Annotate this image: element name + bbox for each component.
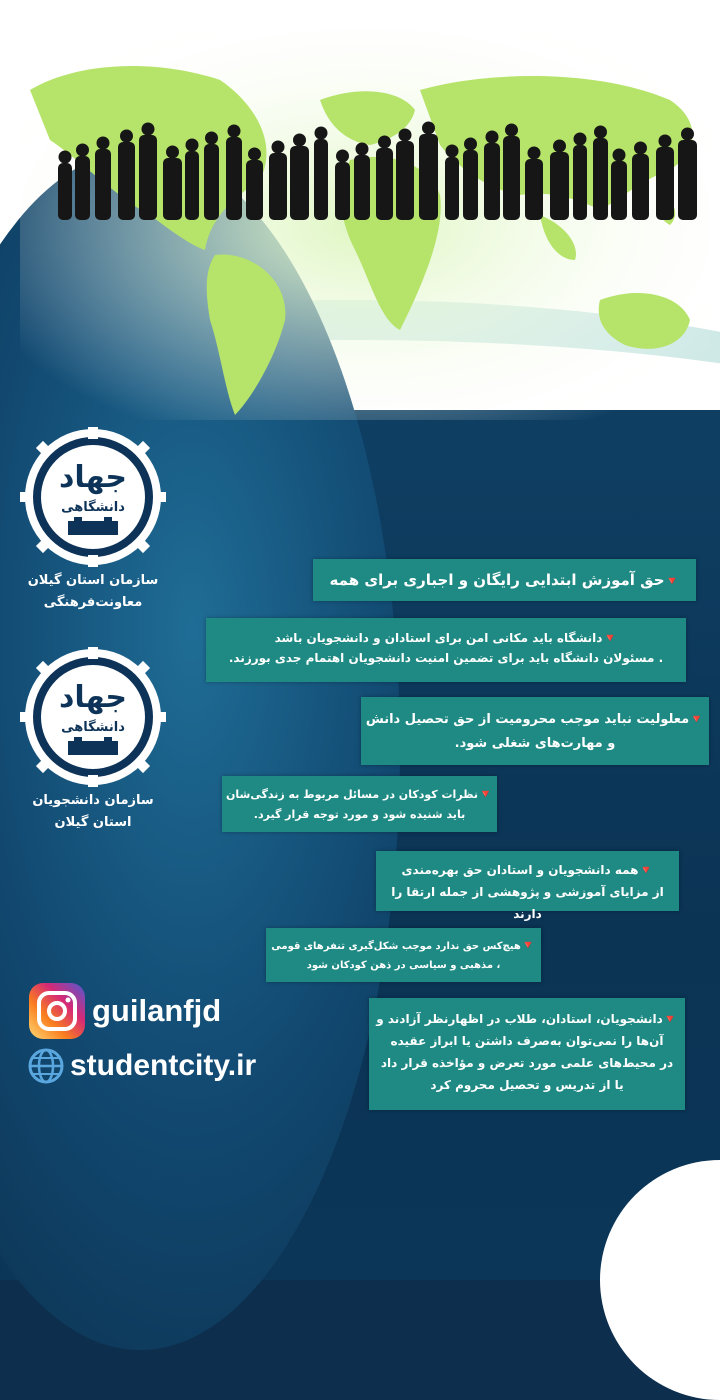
card-text-line1: همه دانشجویان و استادان حق بهره‌مندی <box>401 863 639 877</box>
jahad-logo-1 <box>18 425 168 614</box>
person-silhouette-body <box>632 154 649 220</box>
person-silhouette-body <box>354 155 370 220</box>
person-silhouette-body <box>656 147 674 220</box>
card-text-line2: ، مذهبی و سیاسی در ذهن کودکان شود <box>306 960 501 971</box>
person-silhouette-body <box>550 152 569 220</box>
person-silhouette-body <box>573 145 587 220</box>
card-text-line2: از مزایای آموزشی و پژوهشی از جمله ارتقا را دارند <box>391 885 664 921</box>
person-silhouette-head <box>486 131 499 144</box>
person-silhouette-body <box>396 141 414 220</box>
person-silhouette-head <box>613 149 626 162</box>
person-silhouette-head <box>446 145 459 158</box>
person-silhouette-head <box>422 122 435 135</box>
instagram-icon <box>28 982 86 1040</box>
person-silhouette-body <box>525 159 543 220</box>
person-silhouette-head <box>553 140 566 153</box>
instagram-link[interactable] <box>28 982 221 1040</box>
person-silhouette-head <box>228 125 241 138</box>
person-silhouette-body <box>139 135 157 220</box>
person-silhouette-head <box>120 130 133 143</box>
card-text-line1: هیچ‌کس حق ندارد موجب شکل‌گیری تنفرهای قومی <box>271 941 521 952</box>
emblem-subtitle: دانشگاهی <box>61 500 125 515</box>
logo-caption-line1: سازمان دانشجویان <box>32 793 154 808</box>
person-silhouette-head <box>594 126 607 139</box>
person-silhouette-head <box>315 127 328 140</box>
jahad-emblem-icon <box>18 645 168 790</box>
person-silhouette-body <box>463 150 478 220</box>
emblem-title: جهاد <box>58 680 128 715</box>
person-silhouette-head <box>248 148 261 161</box>
person-silhouette-head <box>634 142 647 155</box>
card-text-line1: دانشجویان، استادان، طلاب در اظهارنظر آزادند و <box>376 1012 663 1026</box>
globe-icon <box>28 1048 64 1084</box>
person-silhouette-head <box>336 150 349 163</box>
person-silhouette-body <box>678 140 697 220</box>
red-triangle-icon: 🔻 <box>664 574 680 588</box>
person-silhouette-head <box>356 143 369 156</box>
person-silhouette-body <box>95 149 111 220</box>
rights-card-6 <box>266 928 541 982</box>
logo-caption-line1: سازمان استان گیلان <box>27 573 159 588</box>
person-silhouette-body <box>290 146 309 220</box>
card-text-line2: آن‌ها را نمی‌توان به‌صرف داشتن یا ابراز عقیده <box>390 1034 664 1048</box>
person-silhouette-head <box>166 146 179 159</box>
red-triangle-icon: 🔻 <box>662 1012 678 1026</box>
person-silhouette-body <box>269 153 287 220</box>
card-text-line2: و مهارت‌های شغلی شود. <box>454 736 616 751</box>
rights-card-1 <box>313 559 696 601</box>
person-silhouette-body <box>611 161 627 220</box>
website-url: studentcity.ir <box>70 1049 257 1082</box>
jahad-logo-2 <box>18 645 168 834</box>
card-text-line1: نظرات کودکان در مسائل مربوط به زندگی‌شان <box>226 788 479 801</box>
person-silhouette-head <box>464 138 477 151</box>
person-silhouette-body <box>503 136 520 220</box>
red-triangle-icon: 🔻 <box>520 938 536 952</box>
person-silhouette-head <box>681 128 694 141</box>
person-silhouette-body <box>593 138 608 220</box>
person-silhouette-head <box>205 132 218 145</box>
card-text-line4: یا از تدریس و تحصیل محروم کرد <box>430 1078 624 1092</box>
person-silhouette-body <box>314 139 328 220</box>
card-text-line2: . مسئولان دانشگاه باید برای تضمین امنیت دانشجویان اهتمام جدی بورزند. <box>228 651 664 665</box>
person-silhouette-head <box>659 135 672 148</box>
red-triangle-icon: 🔻 <box>602 631 618 645</box>
instagram-handle: guilanfjd <box>92 993 222 1028</box>
person-silhouette-body <box>226 137 242 220</box>
red-triangle-icon: 🔻 <box>478 787 493 801</box>
person-silhouette-body <box>335 162 350 220</box>
person-silhouette-head <box>378 136 391 149</box>
person-silhouette-head <box>528 147 541 160</box>
person-silhouette-head <box>76 144 89 157</box>
jahad-emblem-icon <box>18 425 168 570</box>
person-silhouette-body <box>185 151 199 220</box>
person-silhouette-head <box>574 133 587 146</box>
red-triangle-icon: 🔻 <box>689 712 705 726</box>
red-triangle-icon: 🔻 <box>638 863 654 877</box>
person-silhouette-body <box>445 157 459 220</box>
card-text: حق آموزش ابتدایی رایگان و اجباری برای همه <box>329 571 665 589</box>
person-silhouette-body <box>75 156 90 220</box>
person-silhouette-body <box>163 158 182 220</box>
rights-card-5 <box>376 851 679 921</box>
person-silhouette-head <box>97 137 110 150</box>
person-silhouette-body <box>118 142 135 220</box>
rights-card-3 <box>361 697 709 765</box>
person-silhouette-body <box>246 160 263 220</box>
card-text-line1: معلولیت نباید موجب محرومیت از حق تحصیل دانش <box>365 712 690 727</box>
card-text-line2: باید شنیده شود و مورد توجه قرار گیرد. <box>253 808 466 821</box>
rights-card-2 <box>206 618 686 682</box>
world-map-illustration <box>20 30 710 420</box>
emblem-subtitle: دانشگاهی <box>61 720 125 735</box>
person-silhouette-body <box>376 148 393 220</box>
emblem-title: جهاد <box>58 460 128 495</box>
person-silhouette-head <box>293 134 306 147</box>
person-silhouette-body <box>58 163 72 220</box>
person-silhouette-head <box>505 124 518 137</box>
website-link[interactable] <box>28 1048 256 1084</box>
card-text-line1: دانشگاه باید مکانی امن برای استادان و دانشجویان باشد <box>274 631 603 645</box>
person-silhouette-body <box>419 134 438 220</box>
person-silhouette-head <box>399 129 412 142</box>
person-silhouette-body <box>484 143 500 220</box>
person-silhouette-head <box>272 141 285 154</box>
rights-card-4 <box>222 776 497 832</box>
person-silhouette-body <box>204 144 219 220</box>
logo-caption-line2: معاونت‌فرهنگی <box>43 595 143 610</box>
card-text-line3: در محیط‌های علمی مورد تعرض و مؤاخذه قرار داد <box>380 1056 674 1070</box>
person-silhouette-head <box>142 123 155 136</box>
person-silhouette-head <box>59 151 72 164</box>
rights-card-7 <box>369 998 685 1110</box>
logo-caption-line2: استان گیلان <box>54 815 132 830</box>
person-silhouette-head <box>186 139 199 152</box>
